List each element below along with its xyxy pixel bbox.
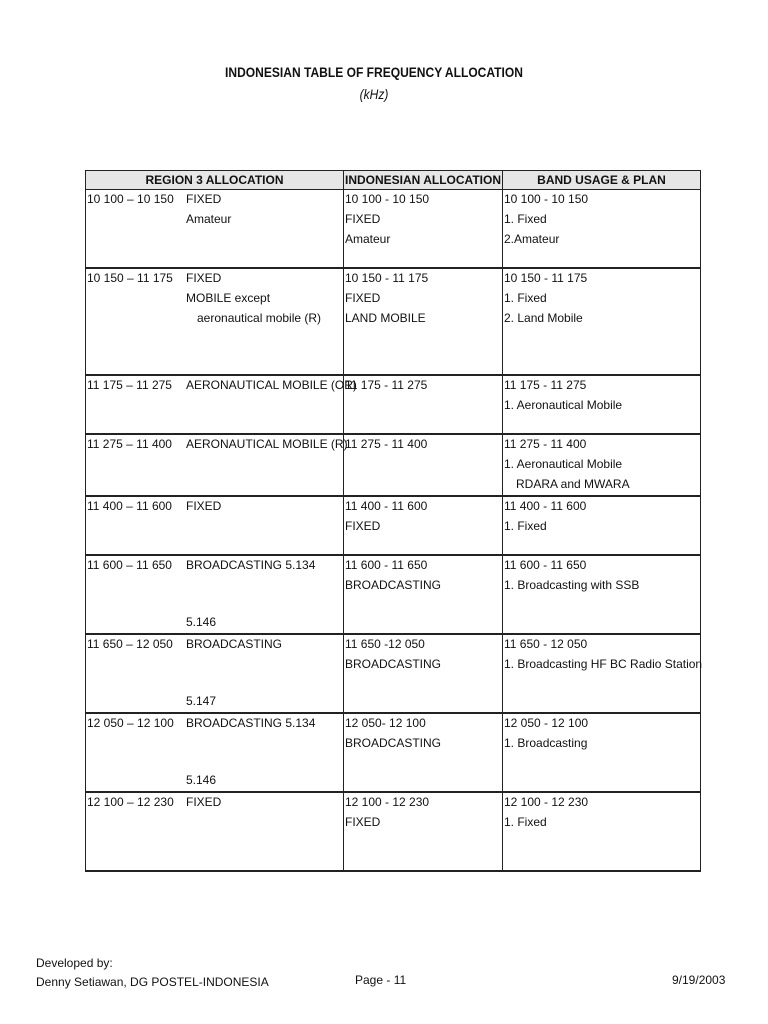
- indonesian-line: BROADCASTING: [345, 577, 442, 592]
- region3-cell: [86, 434, 348, 496]
- header-region3: REGION 3 ALLOCATION: [86, 171, 344, 190]
- footnote-ref: 5.146: [186, 614, 217, 629]
- footnote-ref: 5.147: [186, 693, 217, 708]
- region-service: BROADCASTING: [186, 636, 283, 651]
- header-band-usage: BAND USAGE & PLAN: [503, 171, 701, 190]
- indonesian-line: BROADCASTING: [345, 735, 442, 750]
- usage-line: 1. Fixed: [504, 212, 547, 226]
- usage-line: 1. Fixed: [504, 518, 547, 533]
- frequency-range: 12 050 – 12 100: [87, 715, 174, 730]
- region3-cell: [86, 268, 344, 375]
- table-row: [86, 190, 701, 268]
- table-row: [86, 268, 701, 375]
- region3-cell: [86, 713, 344, 792]
- indonesian-line: 10 100 - 10 150: [345, 192, 430, 206]
- header-indonesian: INDONESIAN ALLOCATION: [344, 171, 503, 190]
- usage-line: 10 150 - 11 175: [504, 270, 588, 285]
- indonesian-cell: [344, 190, 503, 268]
- table-row: [86, 496, 701, 555]
- region3-cell: [86, 634, 344, 713]
- region-service: BROADCASTING 5.134: [186, 715, 316, 730]
- indonesian-line: 11 600 - 11 650: [345, 557, 428, 572]
- region3-cell: [86, 555, 344, 634]
- frequency-range: 11 175 – 11 275: [87, 377, 172, 392]
- indonesian-cell: [344, 634, 503, 713]
- frequency-range: 10 150 – 11 175: [87, 270, 173, 285]
- region-service: FIXED: [186, 498, 222, 513]
- usage-line: 1. Aeronautical Mobile: [504, 456, 623, 471]
- indonesian-line: 11 175 - 11 275: [345, 377, 428, 392]
- indonesian-line: FIXED: [345, 212, 381, 226]
- usage-line: RDARA and MWARA: [516, 476, 630, 491]
- indonesian-line: 12 100 - 12 230: [345, 794, 430, 809]
- usage-line: 11 175 - 11 275: [504, 377, 587, 392]
- footnote-ref: 5.146: [186, 772, 217, 787]
- region-service: aeronautical mobile (R): [197, 310, 322, 325]
- usage-line: 1. Fixed: [504, 814, 547, 829]
- document-subtitle: (kHz): [359, 86, 389, 102]
- frequency-range: 11 275 – 11 400: [87, 436, 172, 451]
- indonesian-cell: [344, 375, 503, 434]
- region3-cell: [86, 496, 344, 555]
- usage-cell: [503, 555, 701, 634]
- usage-cell: [503, 375, 701, 434]
- indonesian-line: FIXED: [345, 814, 381, 829]
- indonesian-cell: [344, 555, 503, 634]
- frequency-range: 11 400 – 11 600: [87, 498, 172, 513]
- indonesian-cell: [344, 792, 503, 871]
- usage-line: 1. Aeronautical Mobile: [504, 397, 623, 412]
- usage-line: 12 050 - 12 100: [504, 715, 589, 730]
- usage-line: 11 275 - 11 400: [504, 436, 587, 451]
- indonesian-cell: [344, 713, 503, 792]
- frequency-range: 11 600 – 11 650: [87, 557, 172, 572]
- region-service: FIXED: [186, 270, 222, 285]
- indonesian-line: 11 400 - 11 600: [345, 498, 428, 513]
- indonesian-line: 10 150 - 11 175: [345, 270, 429, 285]
- table-row: [86, 713, 701, 792]
- region3-cell: [86, 375, 357, 434]
- indonesian-line: FIXED: [345, 518, 381, 533]
- table-row: [86, 434, 701, 496]
- indonesian-line: FIXED: [345, 290, 381, 305]
- usage-line: 2.Amateur: [504, 232, 560, 246]
- usage-cell: [503, 713, 701, 792]
- table-row: [86, 792, 701, 871]
- document-title: INDONESIAN TABLE OF FREQUENCY ALLOCATION: [225, 64, 523, 80]
- usage-line: 11 650 - 12 050: [504, 636, 588, 651]
- frequency-range: 10 100 – 10 150: [87, 192, 174, 206]
- indonesian-cell: [344, 496, 503, 555]
- usage-line: 1. Broadcasting: [504, 735, 588, 750]
- region-service: AERONAUTICAL MOBILE (R): [186, 436, 348, 451]
- footer-author: Denny Setiawan, DG POSTEL-INDONESIA: [36, 975, 269, 989]
- usage-line: 10 100 - 10 150: [504, 192, 589, 206]
- usage-cell: [503, 434, 701, 496]
- table-header-row: [86, 171, 701, 190]
- frequency-range: 11 650 – 12 050: [87, 636, 173, 651]
- indonesian-line: BROADCASTING: [345, 656, 442, 671]
- usage-cell: [503, 496, 701, 555]
- usage-cell: [503, 268, 701, 375]
- footer-date: 9/19/2003: [672, 973, 726, 987]
- indonesian-cell: [344, 434, 503, 496]
- frequency-allocation-table: [85, 170, 701, 872]
- usage-line: 12 100 - 12 230: [504, 794, 589, 809]
- indonesian-line: 11 275 - 11 400: [345, 436, 428, 451]
- region-service: Amateur: [186, 212, 232, 226]
- table-row: [86, 555, 701, 634]
- indonesian-line: Amateur: [345, 232, 391, 246]
- usage-cell: [503, 792, 701, 871]
- usage-cell: [503, 634, 701, 713]
- region-service: MOBILE except: [186, 290, 271, 305]
- indonesian-line: 11 650 -12 050: [345, 636, 425, 651]
- indonesian-line: LAND MOBILE: [345, 310, 426, 325]
- table-row: [86, 375, 701, 434]
- region3-cell: [86, 792, 344, 871]
- footer-page-number: Page - 11: [355, 973, 407, 987]
- usage-line: 11 600 - 11 650: [504, 557, 587, 572]
- indonesian-line: 12 050- 12 100: [345, 715, 426, 730]
- usage-line: 1. Broadcasting with SSB: [504, 577, 640, 592]
- indonesian-cell: [344, 268, 503, 375]
- region-service: AERONAUTICAL MOBILE (OR): [186, 377, 357, 392]
- frequency-range: 12 100 – 12 230: [87, 794, 174, 809]
- footer-developed-label: Developed by:: [36, 956, 113, 970]
- usage-line: 1. Broadcasting HF BC Radio Station: [504, 656, 703, 671]
- usage-line: 2. Land Mobile: [504, 310, 583, 325]
- region3-cell: [86, 190, 344, 268]
- usage-line: 1. Fixed: [504, 290, 547, 305]
- usage-line: 11 400 - 11 600: [504, 498, 587, 513]
- region-service: BROADCASTING 5.134: [186, 557, 316, 572]
- region-service: FIXED: [186, 794, 222, 809]
- region-service: FIXED: [186, 192, 222, 206]
- table-row: [86, 634, 701, 713]
- usage-cell: [503, 190, 701, 268]
